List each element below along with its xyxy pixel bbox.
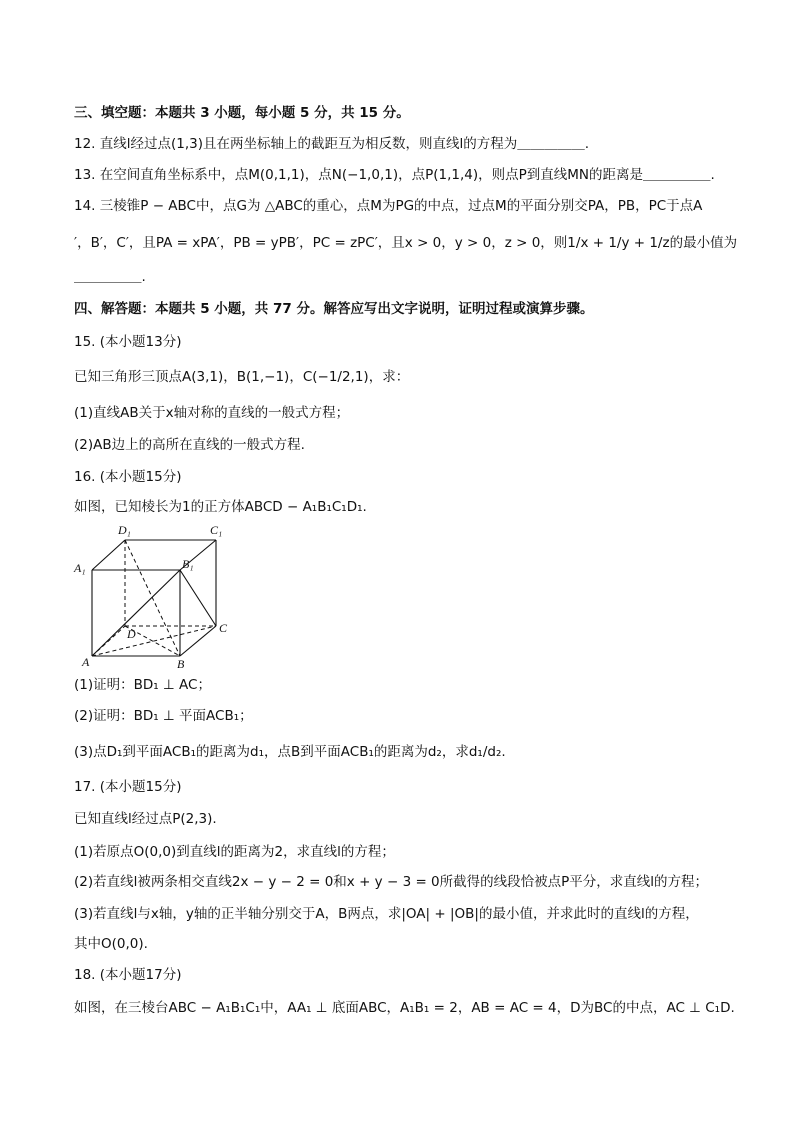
question-17-title: 17. (本小题15分): [74, 779, 182, 795]
question-17-part1: (1)若原点O(0,0)到直线l的距离为2，求直线l的方程；: [74, 844, 395, 860]
question-13: 13. 在空间直角坐标系中，点M(0,1,1)，点N(−1,0,1)，点P(1,1,4)，则点P到直线MN的距离是＿＿＿＿＿.: [74, 167, 715, 183]
question-17-part2: (2)若直线l被两条相交直线2x − y − 2 = 0和x + y − 3 = 0所截得的线段恰被点P平分，求直线l的方程；: [74, 874, 709, 890]
question-16-stem: 如图，已知棱长为1的正方体ABCD − A₁B₁C₁D₁.: [74, 499, 367, 515]
question-18-stem: 如图，在三棱台ABC − A₁B₁C₁中，AA₁ ⊥ 底面ABC，A₁B₁ = 2，AB = AC = 4，D为BC的中点，AC ⊥ C₁D.: [74, 1000, 735, 1016]
question-15-title: 15. (本小题13分): [74, 334, 182, 350]
label-D: D: [127, 627, 136, 641]
question-16-part1: (1)证明：BD₁ ⊥ AC；: [74, 677, 211, 693]
label-B: B: [177, 657, 185, 670]
segment-B1C: [180, 570, 216, 626]
section4-heading: 四、解答题：本题共 5 小题，共 77 分。解答应写出文字说明，证明过程或演算步骤。: [74, 301, 594, 317]
edge-A1D1: [92, 540, 125, 570]
question-12: 12. 直线l经过点(1,3)且在两坐标轴上的截距互为相反数，则直线l的方程为＿＿＿＿＿.: [74, 136, 590, 152]
label-A: A: [82, 655, 90, 669]
question-14-line1: 14. 三棱锥P − ABC中，点G为 △ABC的重心，点M为PG的中点，过点M的平面分别交PA，PB，PC于点A: [74, 198, 703, 214]
question-15-stem: 已知三角形三顶点A(3,1)，B(1,−1)，C(−1/2,1)，求：: [74, 369, 410, 385]
question-15-part1: (1)直线AB关于x轴对称的直线的一般式方程；: [74, 405, 350, 421]
segment-AB1: [92, 570, 180, 656]
edge-BC: [180, 626, 216, 656]
question-18-title: 18. (本小题17分): [74, 967, 182, 983]
label-A1: A₁: [74, 561, 86, 575]
question-15-part2: (2)AB边上的高所在直线的一般式方程.: [74, 437, 305, 453]
cube-figure: [70, 520, 240, 674]
question-17-stem: 已知直线l经过点P(2,3).: [74, 811, 217, 827]
label-D1: D₁: [118, 523, 131, 537]
section3-heading: 三、填空题：本题共 3 小题，每小题 5 分，共 15 分。: [74, 105, 410, 121]
question-14-line2: ′，B′，C′，且PA = xPA′，PB = yPB′，PC = zPC′，且x > 0，y > 0，z > 0，则1/x + 1/y + 1/z的最小值为: [74, 235, 738, 251]
label-C: C: [219, 621, 228, 635]
question-14-line3: ＿＿＿＿＿.: [74, 269, 146, 285]
question-16-part3: (3)点D₁到平面ACB₁的距离为d₁，点B到平面ACB₁的距离为d₂，求d₁/d₂.: [74, 744, 506, 760]
question-17-part3b: 其中O(0,0).: [74, 936, 148, 952]
label-B1: B₁: [182, 557, 194, 571]
question-16-part2: (2)证明：BD₁ ⊥ 平面ACB₁；: [74, 708, 253, 724]
label-C1: C₁: [210, 523, 223, 537]
question-16-title: 16. (本小题15分): [74, 469, 182, 485]
question-17-part3a: (3)若直线l与x轴，y轴的正半轴分别交于A，B两点，求|OA| + |OB|的最小值，并求此时的直线l的方程，: [74, 906, 699, 922]
